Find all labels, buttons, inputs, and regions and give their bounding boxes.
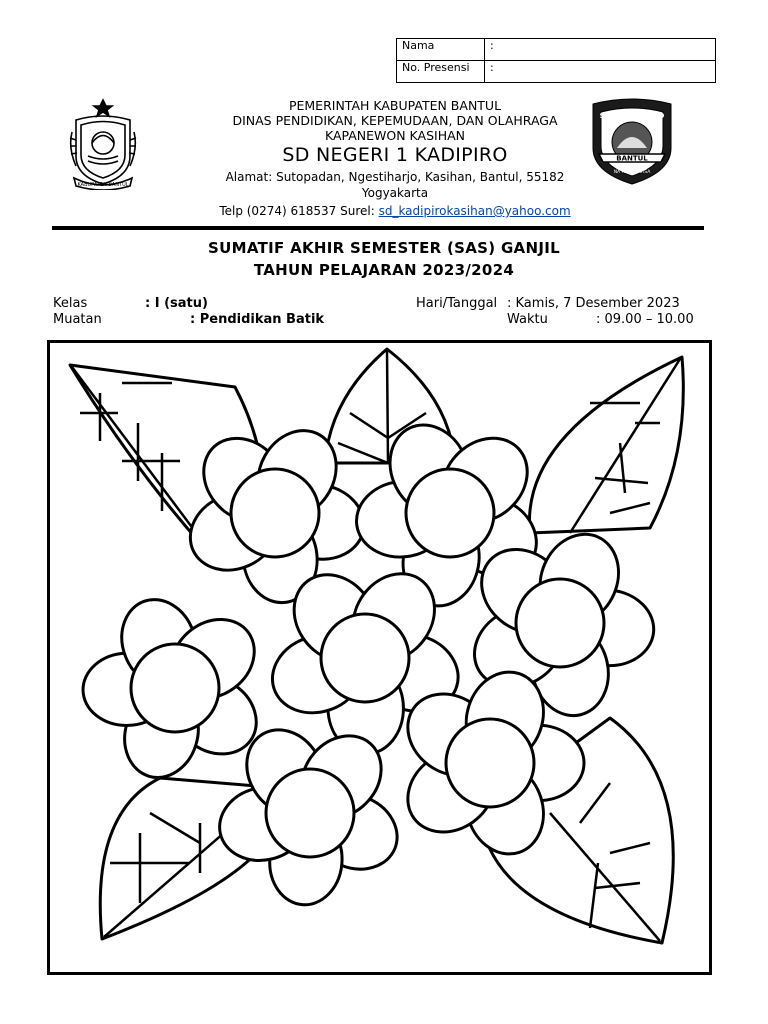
hari-value: : Kamis, 7 Desember 2023 xyxy=(507,296,680,311)
letterhead xyxy=(160,98,630,219)
flower-center xyxy=(321,614,409,702)
kelas-value: : I (satu) xyxy=(145,296,208,311)
dept-line: DINAS PENDIDIKAN, KEPEMUDAAN, DAN OLAHRAGA xyxy=(232,113,558,128)
district-line: KAPANEWON KASIHAN xyxy=(324,128,466,143)
contact-line xyxy=(160,203,630,219)
phone-text: Telp (0274) 618537 Surel: xyxy=(219,204,375,218)
name-field[interactable]: : xyxy=(485,39,716,61)
header-divider xyxy=(52,226,704,230)
address-line: Alamat: Sutopadan, Ngestiharjo, Kasihan, Bantul, 55182 xyxy=(225,170,565,184)
email-link[interactable]: sd_kadipirokasihan@yahoo.com xyxy=(378,204,571,218)
flower-center xyxy=(231,469,319,557)
coloring-frame xyxy=(47,340,712,975)
footer-fragment xyxy=(50,978,53,988)
right-bottom-text: NA PANCA ARSA xyxy=(613,170,651,175)
waktu-label: Waktu xyxy=(507,312,548,327)
name-row xyxy=(397,39,716,61)
right-top-text: SDN 1 KADIPIRO xyxy=(599,112,665,120)
presensi-label: No. Presensi xyxy=(397,61,485,83)
leaf-top-right xyxy=(529,357,683,533)
presensi-field[interactable]: : xyxy=(485,61,716,83)
right-ribbon-text: BANTUL xyxy=(616,154,648,163)
bantul-emblem-icon xyxy=(66,98,140,190)
address-city: Yogyakarta xyxy=(361,186,429,200)
exam-year: TAHUN PELAJARAN 2023/2024 xyxy=(253,261,515,279)
identity-table xyxy=(396,38,716,83)
waktu-value: : 09.00 – 10.00 xyxy=(596,312,694,327)
flower-center xyxy=(516,579,604,667)
muatan-value: : Pendidikan Batik xyxy=(190,312,325,327)
left-ribbon-text: KABUPATEN BANTUL xyxy=(77,182,129,188)
flower-center xyxy=(266,769,354,857)
flower-coloring-artwork[interactable] xyxy=(50,343,709,972)
name-label: Nama xyxy=(397,39,485,61)
hari-label: Hari/Tanggal xyxy=(416,296,498,311)
flower-center xyxy=(406,469,494,557)
kelas-label: Kelas xyxy=(53,296,88,311)
flower-center xyxy=(131,644,219,732)
presensi-row xyxy=(397,61,716,83)
exam-title: SUMATIF AKHIR SEMESTER (SAS) GANJIL xyxy=(208,239,560,257)
flower-center xyxy=(446,719,534,807)
muatan-label: Muatan xyxy=(53,312,102,327)
school-name: SD NEGERI 1 KADIPIRO xyxy=(282,144,508,166)
govt-line: PEMERINTAH KABUPATEN BANTUL xyxy=(288,98,502,113)
flower-5 xyxy=(82,589,271,786)
